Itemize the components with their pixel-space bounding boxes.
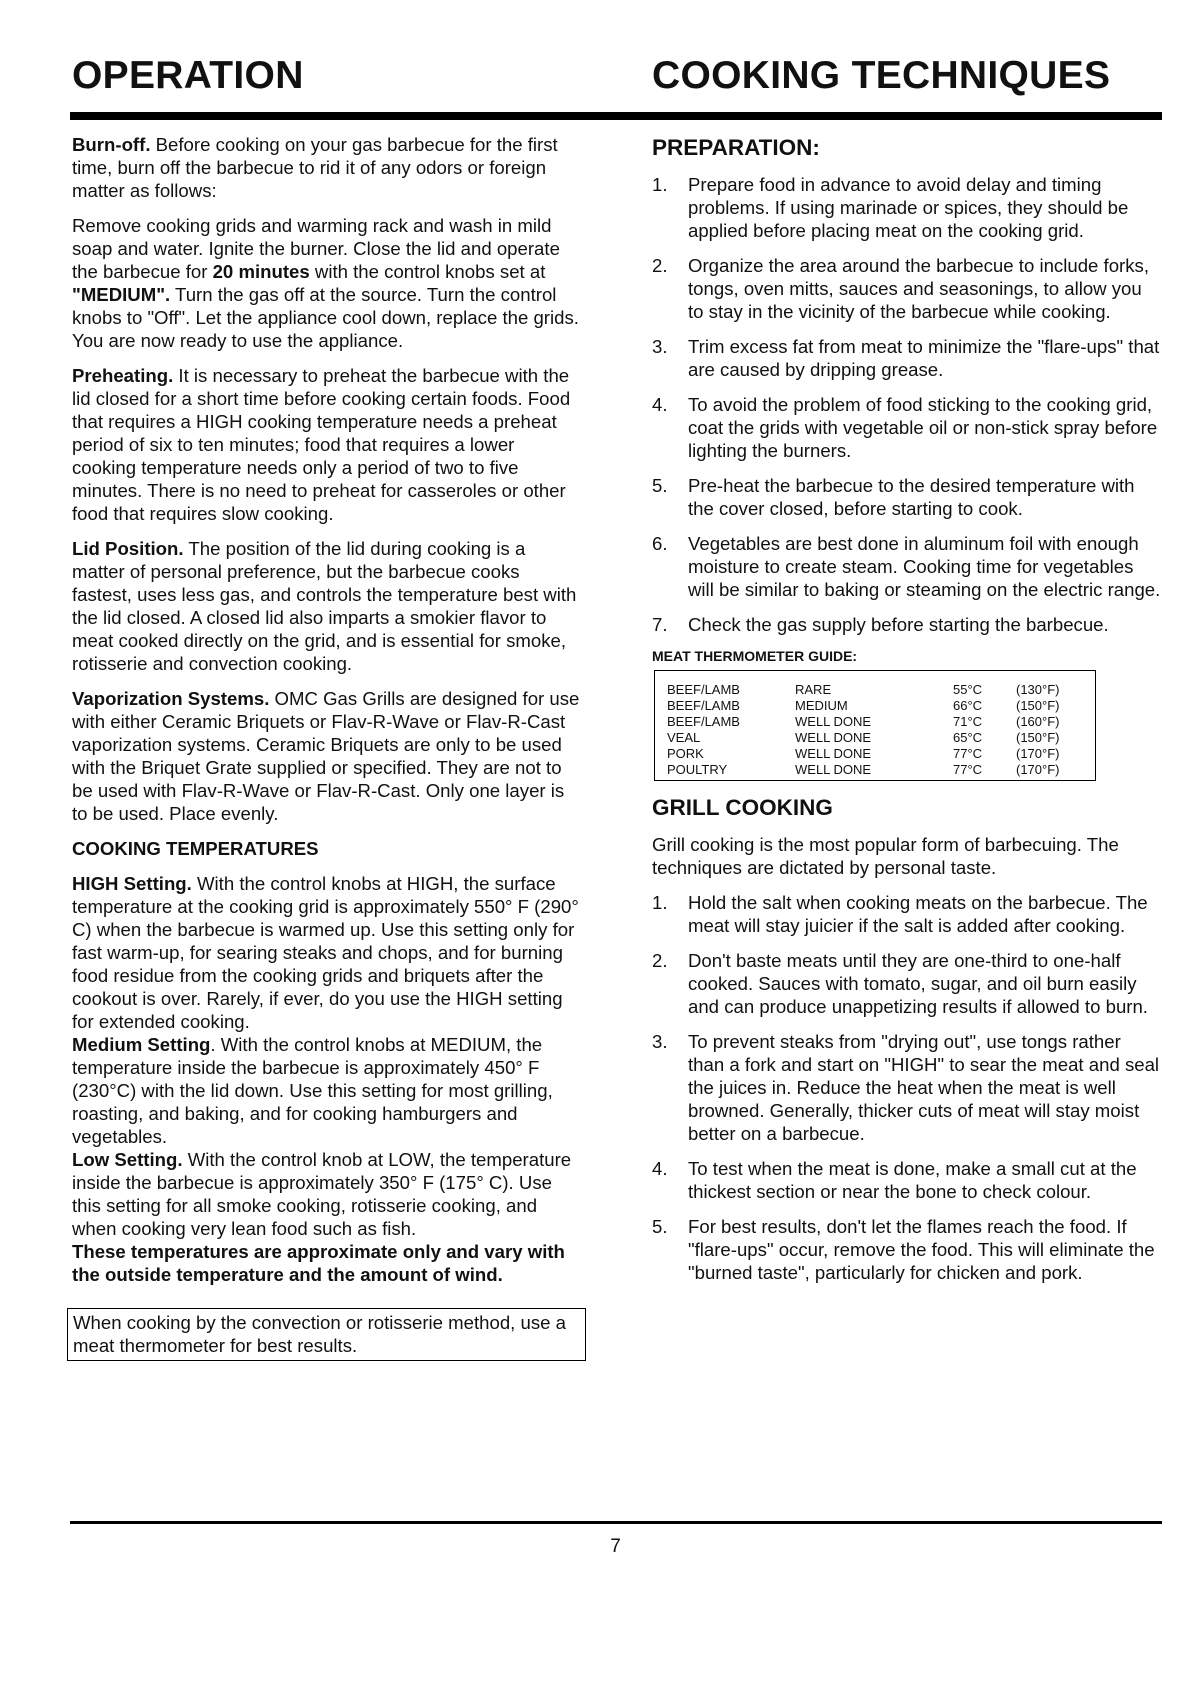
list-text: Don't baste meats until they are one-third to one-half cooked. Sauces with tomato, sugar, and oil burn easily and can produce unappetizing results if allowed to burn.: [688, 950, 1148, 1017]
table-row: [655, 714, 1095, 730]
doneness-cell: WELL DONE: [795, 714, 872, 729]
list-number: 2.: [652, 255, 668, 276]
vaporization-text: OMC Gas Grills are designed for use with either Ceramic Briquets or Flav-R-Wave or Flav-R-Cast vaporization systems. Ceramic Briquets are only to be used with the Briquet Grate supplied or specified. They are not to be used with Flav-R-Wave or Flav-R-Cast. Only one layer is to be used. Place evenly.: [72, 688, 580, 824]
list-item: [652, 173, 1162, 242]
doneness-cell: WELL DONE: [795, 746, 872, 761]
list-item: [652, 335, 1162, 381]
list-number: 1.: [652, 174, 668, 195]
remove-grids-paragraph: [72, 214, 582, 352]
remove-text-c: with the control knobs set at: [309, 261, 546, 282]
celsius-cell: 77°C: [953, 762, 983, 777]
top-rule: [70, 112, 1162, 120]
medium-setting-paragraph: [72, 1033, 582, 1148]
meat-cell: BEEF/LAMB: [667, 698, 740, 713]
fahrenheit-cell: (150°F): [1016, 730, 1060, 745]
left-column: [72, 133, 582, 1361]
list-text: Vegetables are best done in aluminum foil with enough moisture to create steam. Cooking time for vegetables will be similar to baking or steaming on the electric range.: [688, 533, 1161, 600]
vaporization-paragraph: [72, 687, 582, 825]
remove-text-a: Remove cooking grids and warming rack and wash in mild soap and water. Ignite the burner. Close the lid and operate the barbecue for: [72, 215, 560, 282]
preparation-list: [652, 173, 1162, 636]
low-setting-label: Low Setting.: [72, 1149, 183, 1170]
bottom-rule: [70, 1521, 1162, 1524]
fahrenheit-cell: (150°F): [1016, 698, 1060, 713]
high-setting-text: With the control knobs at HIGH, the surface temperature at the cooking grid is approximately 550° F (290° C) when the barbecue is warmed up. Use this setting only for fast warm-up, for searing steaks and chops, and for burning food residue from the cooking grids and briquets after the cookout is over. Rarely, if ever, do you use the HIGH setting for extended cooking.: [72, 873, 579, 1032]
list-item: [652, 891, 1162, 937]
list-item: [652, 1215, 1162, 1284]
table-row: [655, 698, 1095, 714]
table-row: [655, 746, 1095, 762]
celsius-cell: 77°C: [953, 746, 983, 761]
approximate-note: [72, 1240, 582, 1286]
remove-text-b: 20 minutes: [212, 261, 310, 282]
list-number: 1.: [652, 892, 668, 913]
list-text: Prepare food in advance to avoid delay and timing problems. If using marinade or spices, they should be applied before placing meat on the cooking grid.: [688, 174, 1129, 241]
lid-position-label: Lid Position.: [72, 538, 184, 559]
fahrenheit-cell: (170°F): [1016, 762, 1060, 777]
celsius-cell: 71°C: [953, 714, 983, 729]
burnoff-paragraph: [72, 133, 582, 202]
page-title-operation: OPERATION: [72, 54, 304, 97]
list-number: 6.: [652, 533, 668, 554]
preheating-label: Preheating.: [72, 365, 174, 386]
vaporization-label: Vaporization Systems.: [72, 688, 270, 709]
fahrenheit-cell: (160°F): [1016, 714, 1060, 729]
doneness-cell: MEDIUM: [795, 698, 848, 713]
preheating-paragraph: [72, 364, 582, 525]
list-item: [652, 393, 1162, 462]
list-number: 5.: [652, 475, 668, 496]
list-text: Hold the salt when cooking meats on the barbecue. The meat will stay juicier if the salt is added after cooking.: [688, 892, 1148, 936]
list-text: To avoid the problem of food sticking to the cooking grid, coat the grids with vegetable oil or non-stick spray before lighting the burners.: [688, 394, 1158, 461]
table-row: [655, 762, 1095, 778]
list-number: 4.: [652, 394, 668, 415]
list-number: 5.: [652, 1216, 668, 1237]
cooking-temperatures-heading: COOKING TEMPERATURES: [72, 838, 319, 859]
fahrenheit-cell: (170°F): [1016, 746, 1060, 761]
page-number: 7: [610, 1536, 621, 1557]
list-number: 3.: [652, 336, 668, 357]
list-number: 4.: [652, 1158, 668, 1179]
meat-thermometer-guide-title: MEAT THERMOMETER GUIDE:: [652, 648, 858, 664]
low-setting-paragraph: [72, 1148, 582, 1240]
thermometer-note-box: When cooking by the convection or rotisserie method, use a meat thermometer for best results.: [67, 1308, 586, 1361]
doneness-cell: WELL DONE: [795, 730, 872, 745]
lid-position-paragraph: [72, 537, 582, 675]
list-text: To test when the meat is done, make a small cut at the thickest section or near the bone to check colour.: [688, 1158, 1137, 1202]
list-item: [652, 613, 1162, 636]
celsius-cell: 55°C: [953, 682, 983, 697]
fahrenheit-cell: (130°F): [1016, 682, 1060, 697]
page-title-cooking-techniques: COOKING TECHNIQUES: [652, 54, 1111, 97]
preheating-text: It is necessary to preheat the barbecue with the lid closed for a short time before cooking certain foods. Food that requires a HIGH cooking temperature needs a preheat period of six to ten minutes; food that requires a lower cooking temperature needs only a period of two to five minutes. There is no need to preheat for casseroles or other food that requires slow cooking.: [72, 365, 571, 524]
list-text: Check the gas supply before starting the barbecue.: [688, 614, 1109, 635]
list-item: [652, 532, 1162, 601]
list-number: 2.: [652, 950, 668, 971]
list-item: [652, 254, 1162, 323]
burnoff-label: Burn-off.: [72, 134, 151, 155]
medium-setting-label: Medium Setting: [72, 1034, 211, 1055]
right-column: [652, 133, 1162, 1296]
doneness-cell: RARE: [795, 682, 832, 697]
high-setting-label: HIGH Setting.: [72, 873, 192, 894]
doneness-cell: WELL DONE: [795, 762, 872, 777]
burnoff-text: Before cooking on your gas barbecue for the first time, burn off the barbecue to rid it of any odors or foreign matter as follows:: [72, 134, 558, 201]
lid-position-text: The position of the lid during cooking is a matter of personal preference, but the barbecue cooks fastest, uses less gas, and controls the temperature best with the lid closed. A closed lid also imparts a smokier flavor to meat cooked directly on the grid, and is essential for smoke, rotisserie and convection cooking.: [72, 538, 577, 674]
celsius-cell: 66°C: [953, 698, 983, 713]
list-text: Organize the area around the barbecue to include forks, tongs, oven mitts, sauces and seasonings, to allow you to stay in the vicinity of the barbecue while cooking.: [688, 255, 1150, 322]
list-number: 3.: [652, 1031, 668, 1052]
list-text: For best results, don't let the flames reach the food. If "flare-ups" occur, remove the food. This will eliminate the "burned taste", particularly for chicken and pork.: [688, 1216, 1155, 1283]
grill-cooking-list: [652, 891, 1162, 1284]
table-row: [655, 682, 1095, 698]
list-text: To prevent steaks from "drying out", use tongs rather than a fork and start on "HIGH" to sear the meat and seal the juices in. Reduce the heat when the meat is well browned. Generally, thicker cuts of meat will stay moist better on a barbecue.: [688, 1031, 1160, 1144]
list-item: [652, 1157, 1162, 1203]
meat-cell: POULTRY: [667, 762, 728, 777]
celsius-cell: 65°C: [953, 730, 983, 745]
meat-cell: BEEF/LAMB: [667, 714, 740, 729]
grill-cooking-heading: GRILL COOKING: [652, 795, 833, 820]
remove-text-e: Turn the gas off at the source. Turn the control knobs to "Off". Let the appliance cool down, replace the grids. You are now ready to use the appliance.: [72, 284, 579, 351]
meat-cell: BEEF/LAMB: [667, 682, 740, 697]
list-text: Pre-heat the barbecue to the desired temperature with the cover closed, before starting to cook.: [688, 475, 1135, 519]
preparation-heading: PREPARATION:: [652, 135, 820, 160]
meat-thermometer-guide-table: [654, 670, 1096, 781]
list-item: [652, 949, 1162, 1018]
approximate-note-text: These temperatures are approximate only and vary with the outside temperature and the amount of wind.: [72, 1241, 565, 1285]
table-row: [655, 730, 1095, 746]
grill-intro: Grill cooking is the most popular form of barbecuing. The techniques are dictated by personal taste.: [652, 834, 1119, 878]
meat-cell: VEAL: [667, 730, 701, 745]
low-setting-text: With the control knob at LOW, the temperature inside the barbecue is approximately 350° F (175° C). Use this setting for all smoke cooking, rotisserie cooking, and when cooking very lean food such as fish.: [72, 1149, 572, 1239]
list-number: 7.: [652, 614, 668, 635]
meat-cell: PORK: [667, 746, 704, 761]
high-setting-paragraph: [72, 872, 582, 1033]
list-text: Trim excess fat from meat to minimize the "flare-ups" that are caused by dripping grease.: [688, 336, 1160, 380]
medium-setting-text: . With the control knobs at MEDIUM, the temperature inside the barbecue is approximately 450° F (230°C) with the lid down. Use this setting for most grilling, roasting, and baking, and for cooking hamburgers and vegetables.: [72, 1034, 553, 1147]
remove-text-d: "MEDIUM".: [72, 284, 171, 305]
list-item: [652, 1030, 1162, 1145]
list-item: [652, 474, 1162, 520]
